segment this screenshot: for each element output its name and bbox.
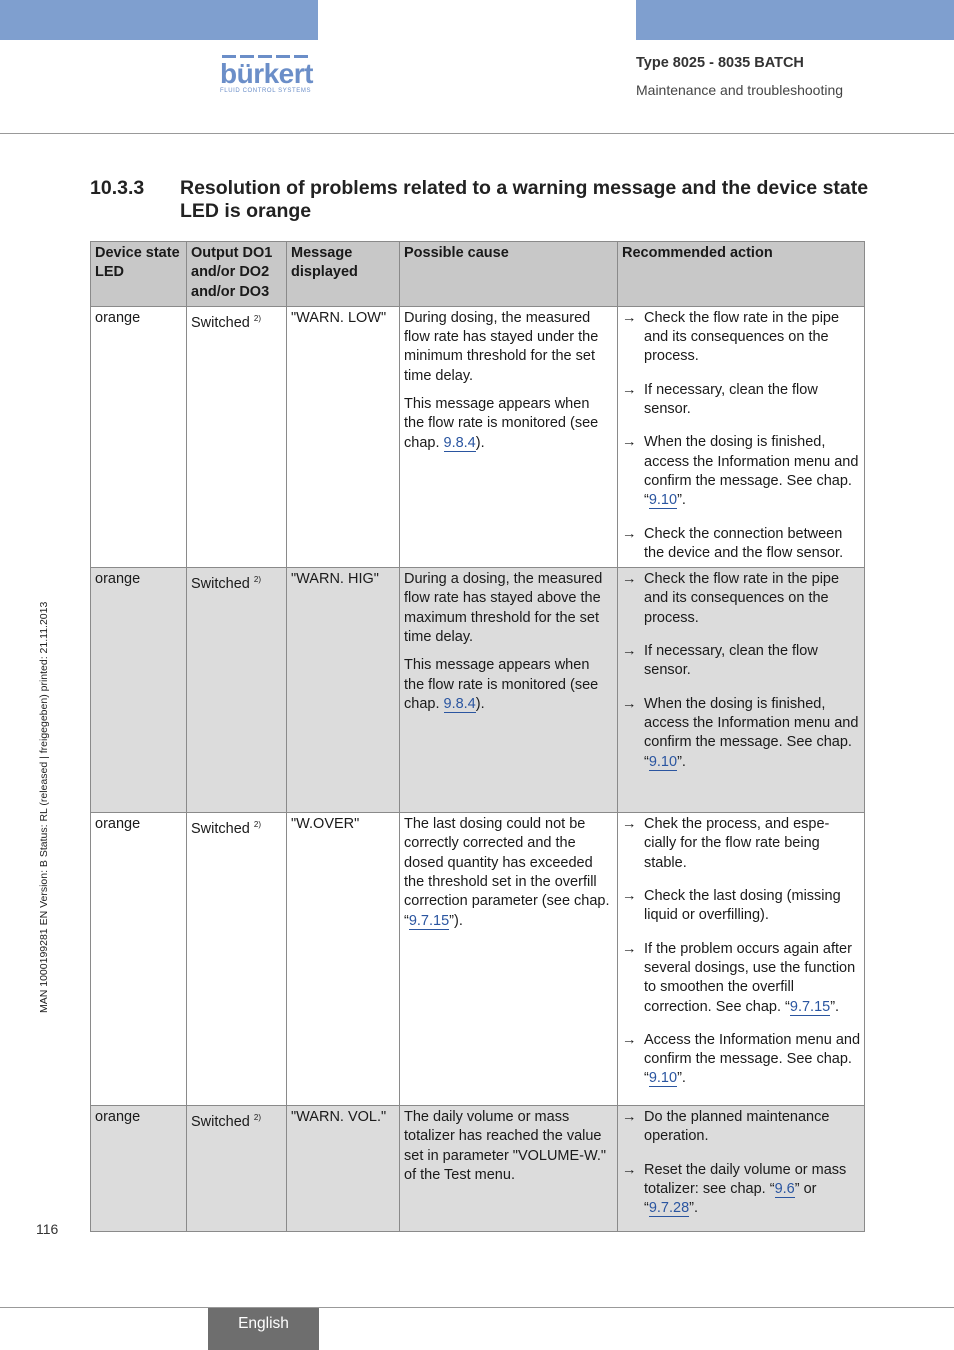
document-meta-vertical: MAN 1000199281 EN Version: B Status: RL (released | freigegeben) printed: 21.11.2013 (38, 601, 50, 1013)
action-item: → Check the last dosing (missing liquid or overfilling). (622, 887, 860, 926)
header-bar-left (0, 0, 318, 40)
action-item: → Chek the process, and espe-cially for the flow rate being stable. (622, 815, 860, 873)
chapter-link[interactable]: 9.7.15 (789, 998, 831, 1015)
arrow-right-icon: → (622, 1109, 637, 1126)
cell-message: "WARN. VOL." (287, 1106, 400, 1232)
section-number: 10.3.3 (90, 177, 145, 199)
action-item: → When the dosing is finished, access the Information menu and confirm the message. See chap. “9.10”. (622, 433, 860, 510)
section-title: Resolution of problems related to a warning message and the device state LED is orange (180, 177, 869, 222)
table-row (91, 813, 865, 1106)
action-item: → Check the flow rate in the pipe and its consequences on the process. (622, 570, 860, 628)
cell-cause (400, 813, 618, 1106)
document-type: Type 8025 - 8035 BATCH (636, 55, 804, 71)
logo-word: bürkert (220, 58, 313, 89)
cell-cause (400, 306, 618, 567)
cell-actions (618, 813, 865, 1106)
cause-text: During dosing, the measured flow rate has stayed under the minimum threshold for the set time delay. (404, 309, 599, 384)
header-action: Recommended action (618, 242, 865, 307)
table-header-row (91, 242, 865, 307)
arrow-right-icon: → (622, 1031, 637, 1048)
footnote-ref: 2) (253, 313, 261, 323)
cause-text: During a dosing, the measured flow rate has stayed above the maximum threshold for the set time delay. (404, 571, 603, 646)
language-tab: English (208, 1308, 319, 1350)
arrow-right-icon: → (622, 816, 637, 833)
cell-led: orange (91, 813, 187, 1106)
cell-cause (400, 568, 618, 813)
arrow-right-icon: → (622, 434, 637, 451)
arrow-right-icon: → (622, 695, 637, 712)
cell-message: "W.OVER" (287, 813, 400, 1106)
cell-led: orange (91, 306, 187, 567)
chapter-link[interactable]: 9.8.4 (443, 695, 476, 712)
action-item: → Reset the daily volume or mass totalizer: see chap. “9.6” or “9.7.28”. (622, 1161, 860, 1219)
arrow-right-icon: → (622, 888, 637, 905)
cause-text: This message appears when the flow rate is monitored (see chap. 9.8.4). (404, 396, 599, 451)
header-device-led: Device state LED (91, 242, 187, 307)
arrow-right-icon: → (622, 525, 637, 542)
logo-subtitle: FLUID CONTROL SYSTEMS (220, 88, 312, 94)
arrow-right-icon: → (622, 643, 637, 660)
page-number: 116 (36, 1221, 59, 1237)
cell-actions (618, 1106, 865, 1232)
arrow-right-icon: → (622, 940, 637, 957)
chapter-link[interactable]: 9.7.28 (648, 1200, 690, 1217)
chapter-link[interactable]: 9.10 (648, 492, 678, 509)
arrow-right-icon: → (622, 309, 637, 326)
action-item: → If the problem occurs again after several dosings, use the function to smoothen the overfill correction. See chap. “9.7.15”. (622, 940, 860, 1017)
output-text: Switched (191, 821, 250, 838)
cell-output (187, 306, 287, 567)
header-output: Output DO1 and/or DO2 and/or DO3 (187, 242, 287, 307)
table-row (91, 568, 865, 813)
action-item: → If necessary, clean the flow sensor. (622, 642, 860, 681)
output-text: Switched (191, 1114, 250, 1131)
action-item: → Do the planned maintenance operation. (622, 1108, 860, 1147)
header-divider (0, 133, 954, 134)
footer-divider (0, 1307, 954, 1308)
table-row (91, 1106, 865, 1232)
cell-output (187, 813, 287, 1106)
cell-output (187, 1106, 287, 1232)
header-message: Message displayed (287, 242, 400, 307)
footnote-ref: 2) (253, 1113, 261, 1123)
cause-text: This message appears when the flow rate is monitored (see chap. 9.8.4). (404, 657, 599, 712)
cell-message: "WARN. HIG" (287, 568, 400, 813)
cell-output (187, 568, 287, 813)
burkert-logo (220, 55, 320, 94)
cell-actions (618, 306, 865, 567)
cell-led: orange (91, 568, 187, 813)
action-item: → Check the flow rate in the pipe and its consequences on the process. (622, 309, 860, 367)
action-item: → Access the Information menu and confirm the message. See chap. “9.10”. (622, 1031, 860, 1089)
header-cause: Possible cause (400, 242, 618, 307)
header-bar-right (636, 0, 954, 40)
action-item: → When the dosing is finished, access the Information menu and confirm the message. See chap. “9.10”. (622, 695, 860, 772)
troubleshooting-table (90, 241, 865, 1232)
arrow-right-icon: → (622, 381, 637, 398)
arrow-right-icon: → (622, 1161, 637, 1178)
footnote-ref: 2) (253, 820, 261, 830)
chapter-link[interactable]: 9.10 (648, 753, 678, 770)
cell-led: orange (91, 1106, 187, 1232)
chapter-link[interactable]: 9.7.15 (408, 912, 450, 929)
cause-text: The daily volume or mass totalizer has reached the value set in parameter "VOLUME-W." of the Test menu. (404, 1109, 607, 1184)
chapter-link[interactable]: 9.6 (774, 1181, 795, 1198)
cell-message: "WARN. LOW" (287, 306, 400, 567)
logo-dots (220, 55, 320, 61)
cell-cause (400, 1106, 618, 1232)
table-row (91, 306, 865, 567)
action-item: → Check the connection between the device and the flow sensor. (622, 525, 860, 564)
chapter-link[interactable]: 9.8.4 (443, 434, 476, 451)
output-text: Switched (191, 576, 250, 593)
cell-actions (618, 568, 865, 813)
output-text: Switched (191, 314, 250, 331)
chapter-link[interactable]: 9.10 (648, 1070, 678, 1087)
action-item: → If necessary, clean the flow sensor. (622, 381, 860, 420)
document-section: Maintenance and troubleshooting (636, 82, 844, 98)
cause-text: The last dosing could not be correctly corrected and the dosed quantity has exceeded the threshold set in the overfill correction parameter (see chap. “9.7.15”). (404, 816, 610, 929)
arrow-right-icon: → (622, 571, 637, 588)
footnote-ref: 2) (253, 575, 261, 585)
